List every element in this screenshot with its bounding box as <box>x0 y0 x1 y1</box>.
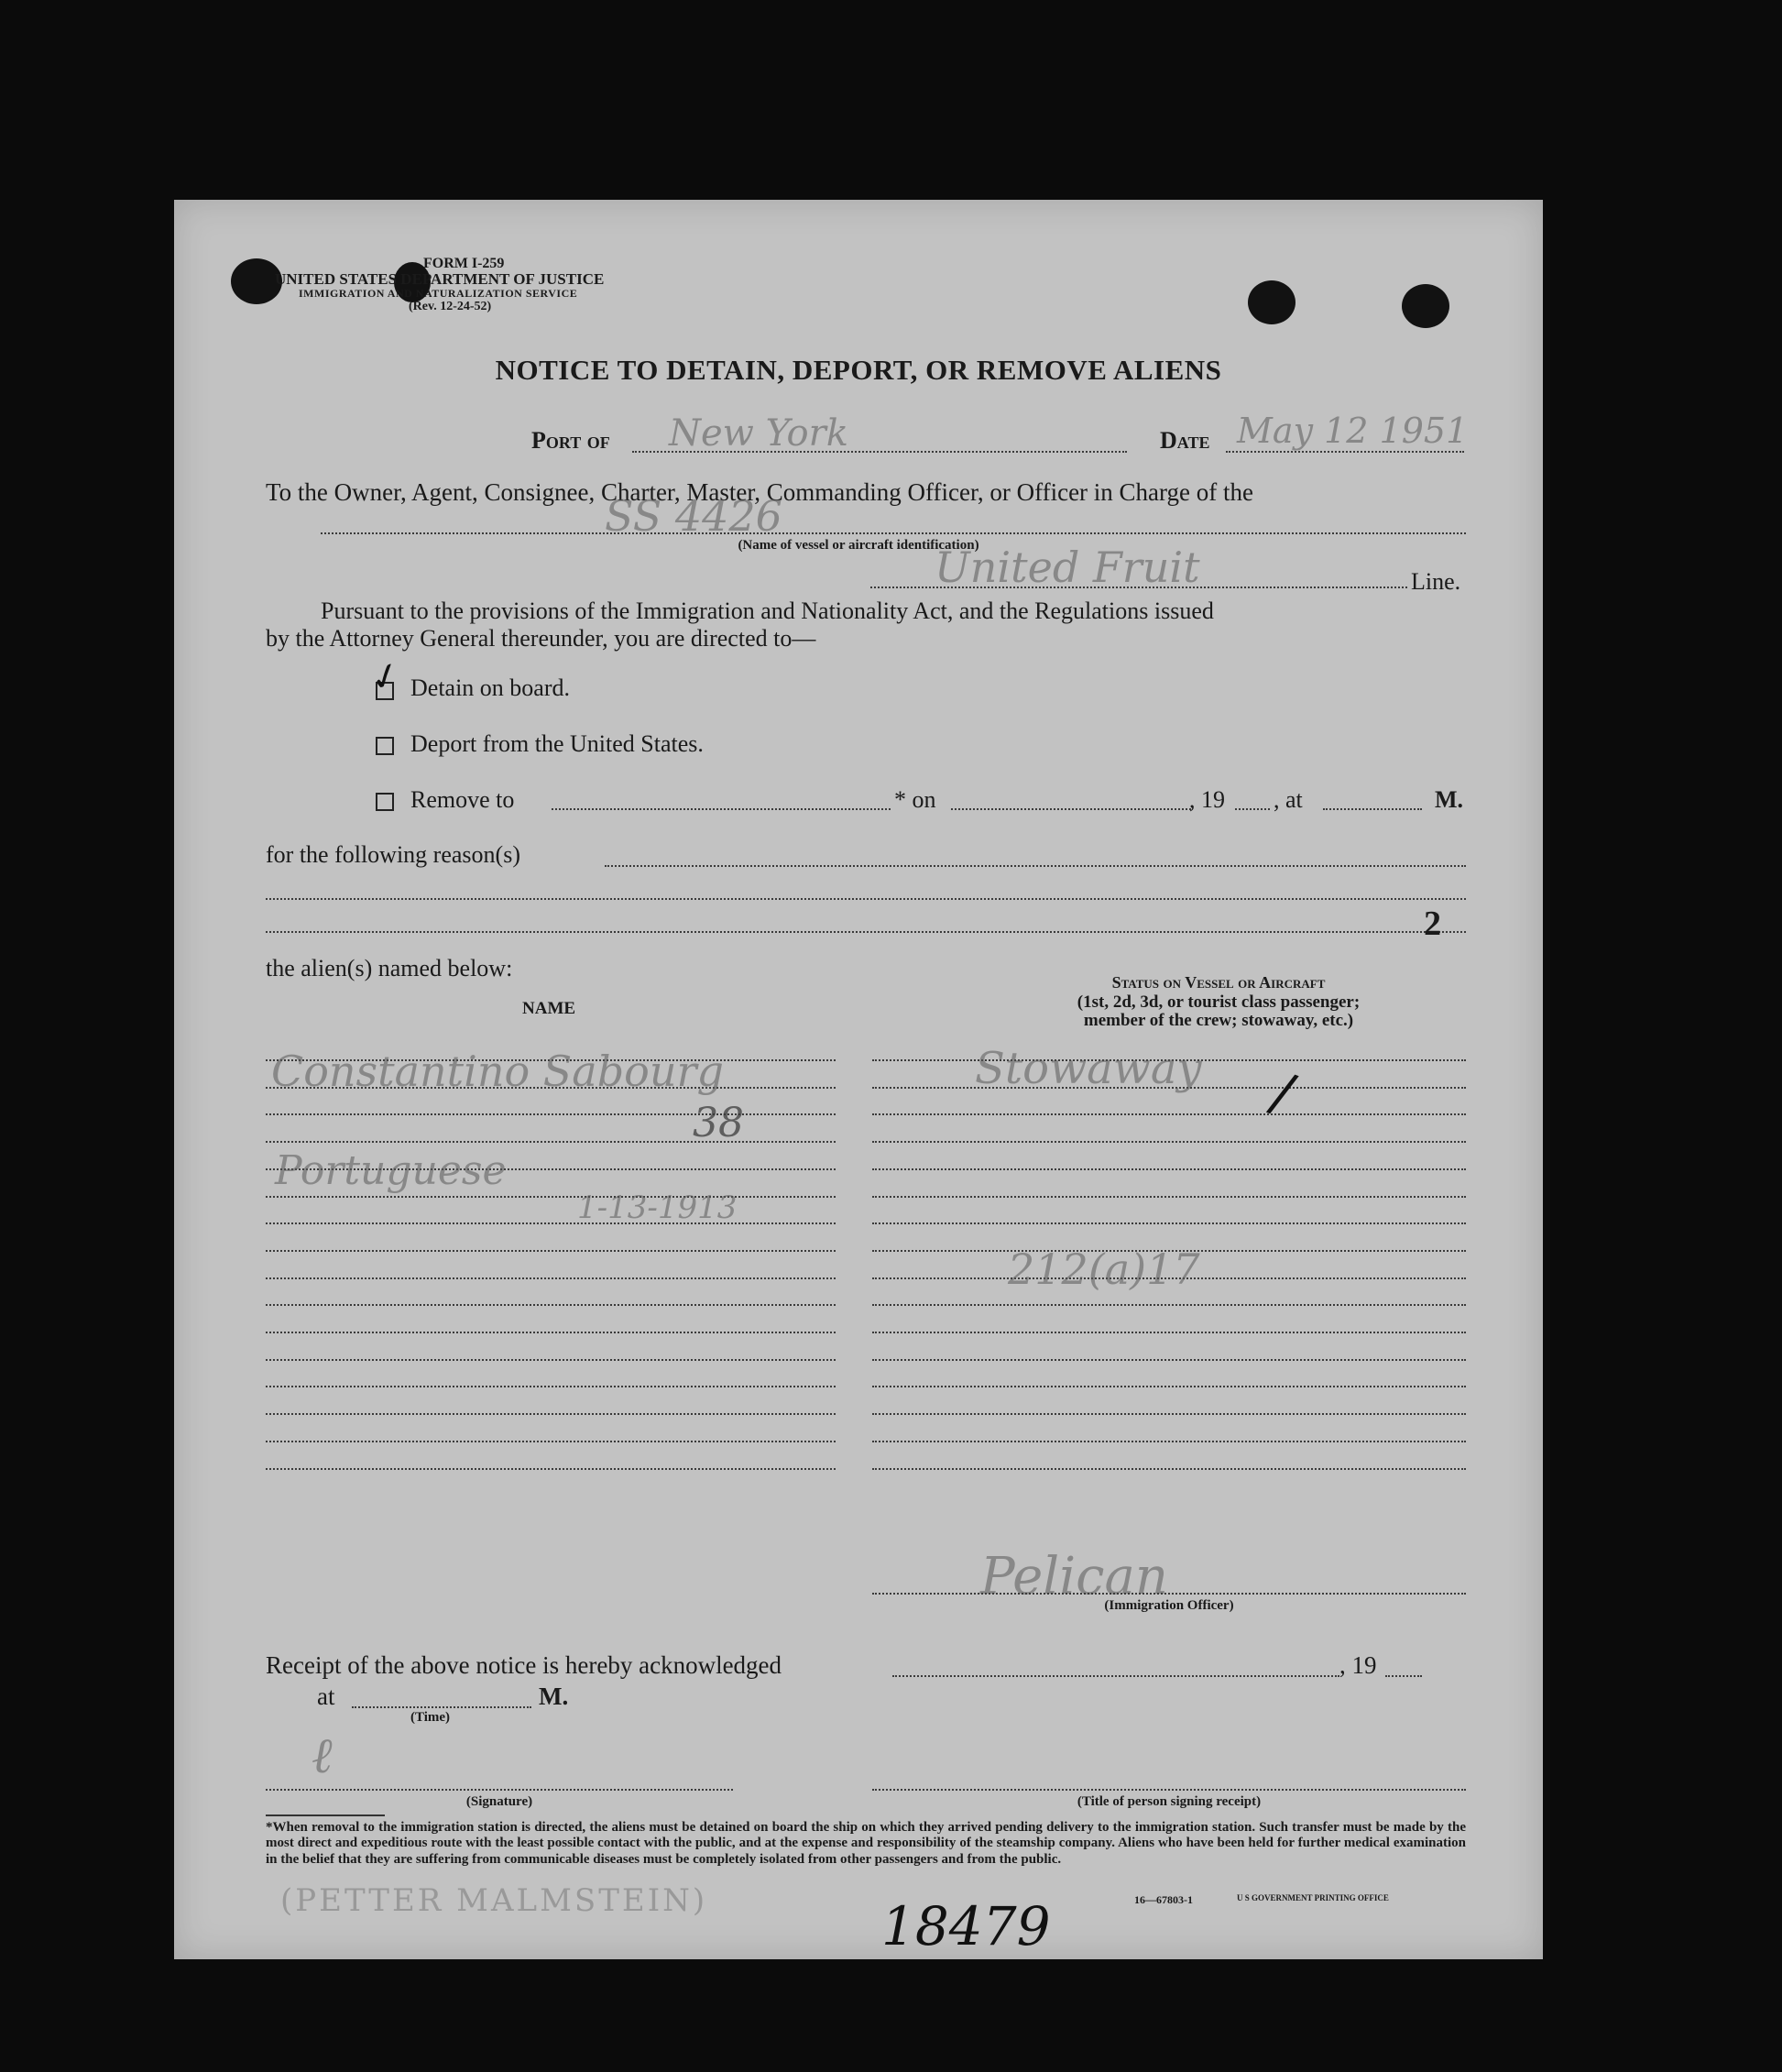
status-header-2: (1st, 2d, 3d, or tourist class passenger; <box>1077 992 1361 1012</box>
deport-label: Deport from the United States. <box>410 730 704 757</box>
reasons-number: 2 <box>1424 904 1441 943</box>
alien-status: Stowaway <box>975 1043 1202 1094</box>
receipt-year: , 19 <box>1339 1651 1377 1679</box>
status-entry-line <box>872 1441 1466 1442</box>
line-label: Line. <box>1411 568 1461 595</box>
status-entry-line <box>872 1141 1466 1143</box>
status-header-1: Status on Vessel or Aircraft <box>1111 973 1326 992</box>
alien-section: 212(a)17 <box>1008 1244 1200 1294</box>
remove-date-line <box>951 808 1191 810</box>
name-entry-line <box>266 1413 836 1415</box>
status-entry-line <box>872 1222 1466 1224</box>
reasons-line-3 <box>266 931 1466 933</box>
page-title: NOTICE TO DETAIN, DEPORT, OR REMOVE ALIENS <box>495 354 1222 386</box>
vessel-value: SS 4426 <box>605 491 782 541</box>
status-entry-line <box>872 1168 1466 1170</box>
officer-caption: (Immigration Officer) <box>1104 1598 1234 1613</box>
port-label: Port of <box>531 427 610 454</box>
receipt-at: at <box>317 1683 335 1710</box>
remove-checkbox[interactable] <box>376 793 394 811</box>
remove-at-label: , at <box>1274 786 1303 813</box>
receipt-text: Receipt of the above notice is hereby acknowledged <box>266 1651 782 1679</box>
receipt-year-line <box>1385 1675 1422 1677</box>
alien-nationality: Portuguese <box>275 1147 507 1194</box>
aliens-label: the alien(s) named below: <box>266 955 513 981</box>
name-entry-line <box>266 1304 836 1306</box>
vessel-caption: (Name of vessel or aircraft identification) <box>738 538 979 553</box>
deport-checkbox[interactable] <box>376 737 394 755</box>
status-entry-line <box>872 1386 1466 1387</box>
detain-label: Detain on board. <box>410 674 571 701</box>
status-tick: / <box>1263 1059 1303 1127</box>
form-number: FORM I-259 <box>423 256 505 271</box>
status-entry-line <box>872 1304 1466 1306</box>
vessel-line <box>321 532 1466 534</box>
signature-line <box>266 1789 733 1791</box>
name-entry-line <box>266 1386 836 1387</box>
date-line <box>1226 451 1464 453</box>
name-entry-line <box>266 1141 836 1143</box>
signature-caption: (Signature) <box>465 1794 533 1809</box>
remove-time-line <box>1323 808 1422 810</box>
name-entry-line <box>266 1332 836 1333</box>
remove-m-label: M. <box>1435 786 1464 813</box>
name-entry-line <box>266 1222 836 1224</box>
date-value: May 12 1951 <box>1237 411 1469 451</box>
alien-name: Constantino Sabourg <box>271 1047 724 1096</box>
file-number: 18479 <box>881 1895 1051 1957</box>
name-header: NAME <box>522 999 576 1018</box>
print-code: 16—67803-1 <box>1134 1893 1193 1906</box>
line-company-value: United Fruit <box>935 543 1200 592</box>
status-entry-line <box>872 1196 1466 1198</box>
status-entry-line <box>872 1332 1466 1333</box>
status-entry-line <box>872 1413 1466 1415</box>
receipt-time-line <box>352 1706 531 1708</box>
pursuant-text-2: by the Attorney General thereunder, you are directed to— <box>266 625 816 652</box>
officer-line <box>872 1593 1466 1595</box>
status-entry-line <box>872 1113 1466 1115</box>
reasons-label: for the following reason(s) <box>266 841 520 868</box>
officer-signature: Pelican <box>980 1547 1168 1606</box>
addressee-text: To the Owner, Agent, Consignee, Charter, Master, Commanding Officer, or Officer in Charge of the <box>266 478 1254 506</box>
detain-checkmark: ✓ <box>364 652 407 703</box>
remove-label: Remove to <box>410 786 515 813</box>
form-page <box>174 200 1543 1959</box>
receipt-m: M. <box>539 1683 569 1710</box>
status-entry-line <box>872 1468 1466 1470</box>
status-header-3: member of the crew; stowaway, etc.) <box>1083 1011 1354 1030</box>
agency-line-2: IMMIGRATION AND NATURALIZATION SERVICE <box>299 287 578 300</box>
name-entry-line <box>266 1441 836 1442</box>
name-entry-line <box>266 1250 836 1252</box>
gpo-imprint: U S GOVERNMENT PRINTING OFFICE <box>1237 1893 1389 1902</box>
punch-hole-right-1 <box>1248 280 1296 324</box>
port-value: New York <box>669 412 848 455</box>
remove-year-label: , 19 <box>1189 786 1225 813</box>
title-line <box>872 1789 1466 1791</box>
handwritten-name: (PETTER MALMSTEIN) <box>280 1882 708 1919</box>
remove-year-line <box>1235 808 1270 810</box>
time-caption: (Time) <box>410 1710 451 1725</box>
receipt-signature-scrawl: ℓ <box>312 1727 333 1784</box>
agency-line-1: UNITED STATES DEPARTMENT OF JUSTICE <box>275 270 605 288</box>
reasons-line-2 <box>266 898 1466 900</box>
alien-age: 38 <box>693 1100 744 1146</box>
alien-dob: 1-13-1913 <box>577 1189 738 1226</box>
punch-hole-right-2 <box>1402 284 1449 328</box>
receipt-date-line <box>892 1675 1339 1677</box>
footnote-rule <box>266 1814 385 1816</box>
name-entry-line <box>266 1196 836 1198</box>
name-entry-line <box>266 1277 836 1279</box>
name-entry-line <box>266 1113 836 1115</box>
name-entry-line <box>266 1359 836 1361</box>
revision: (Rev. 12-24-52) <box>409 300 492 313</box>
title-caption: (Title of person signing receipt) <box>1077 1794 1262 1809</box>
date-label: Date <box>1160 427 1210 454</box>
reasons-line-1 <box>605 865 1466 867</box>
remove-on-label: * on <box>894 786 936 813</box>
remove-destination-line <box>552 808 891 810</box>
status-entry-line <box>872 1359 1466 1361</box>
name-entry-line <box>266 1468 836 1470</box>
footnote: *When removal to the immigration station is directed, the aliens must be detained on board the ship on which they arrived pending delivery to the immigration station. Such transfer must be made by the most direct and expeditious route with the least possible contact with the public, and at the expense and responsibility of the steamship company. Aliens who have been held for further medical examination in the belief that they are suffering from communicable diseases must be completely isolated from other passengers and from the public. <box>266 1820 1466 1867</box>
pursuant-text-1: Pursuant to the provisions of the Immigration and Nationality Act, and the Regulations issued <box>321 597 1214 624</box>
